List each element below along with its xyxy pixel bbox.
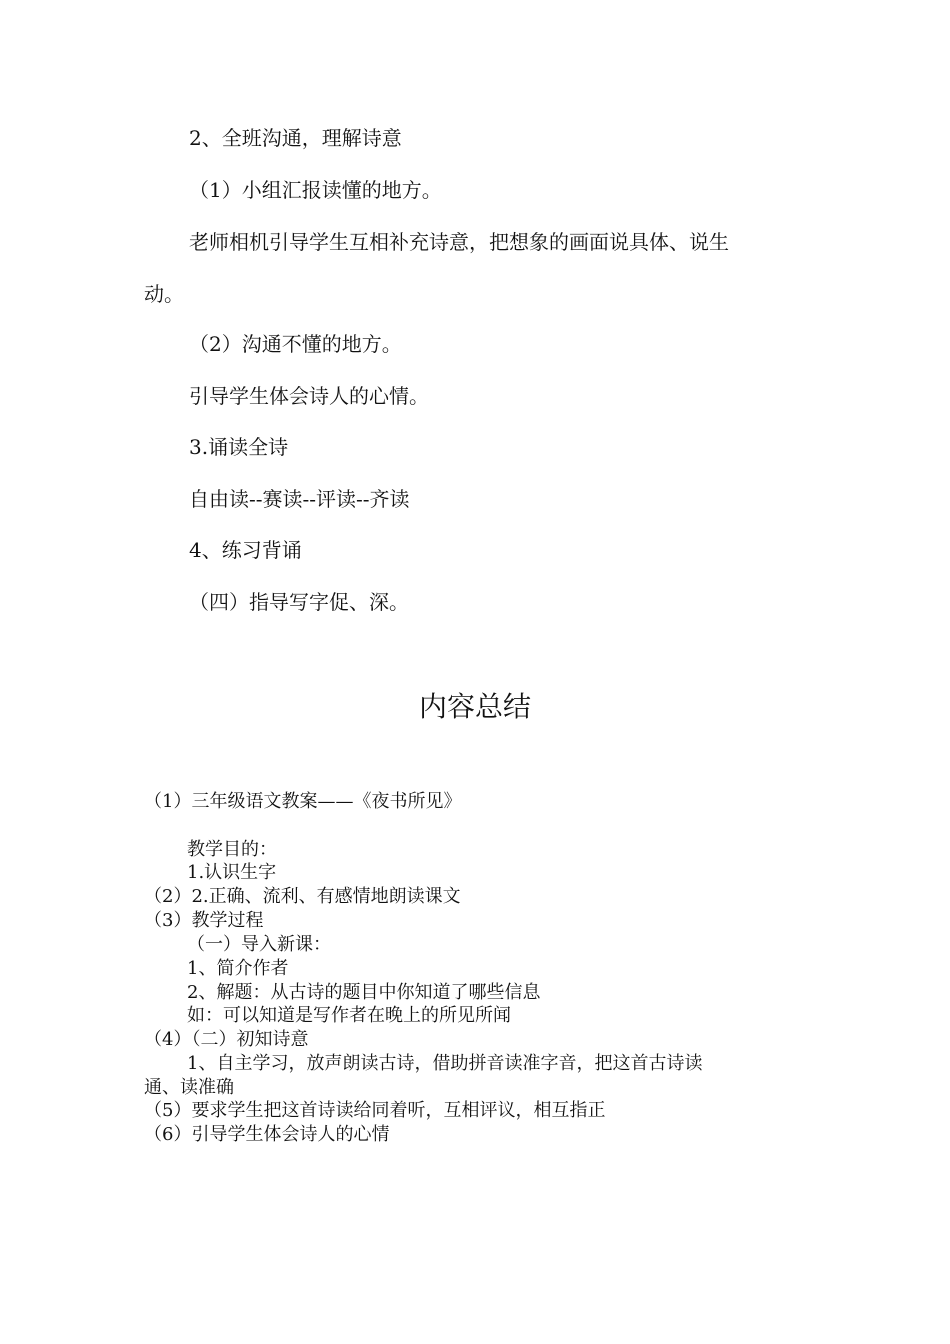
summary-line: 2、解题：从古诗的题目中你知道了哪些信息 xyxy=(187,982,541,1003)
summary-line: （一）导入新课： xyxy=(187,934,331,955)
summary-line: 通、读准确 xyxy=(144,1077,234,1098)
paragraph-poet-feeling: 引导学生体会诗人的心情。 xyxy=(189,384,429,408)
summary-line: （2）2.正确、流利、有感情地朗读课文 xyxy=(144,886,461,907)
paragraph-recite: 3.诵读全诗 xyxy=(189,435,289,459)
paragraph-group-report: （1）小组汇报读懂的地方。 xyxy=(189,178,442,202)
paragraph-discuss: 2、全班沟通，理解诗意 xyxy=(189,126,402,150)
summary-line: （3）教学过程 xyxy=(144,910,264,931)
summary-line: 教学目的： xyxy=(187,839,277,860)
summary-line: 如：可以知道是写作者在晚上的所见所闻 xyxy=(187,1005,511,1026)
summary-title: 内容总结 xyxy=(418,690,531,723)
paragraph-read-modes: 自由读--赛读--评读--齐读 xyxy=(189,487,410,511)
summary-line: （5）要求学生把这首诗读给同着听，互相评议，相互指正 xyxy=(144,1100,606,1121)
summary-line: （1）三年级语文教案——《夜书所见》 xyxy=(144,791,462,812)
paragraph-writing: （四）指导写字促、深。 xyxy=(189,590,409,614)
summary-line: 1、自主学习，放声朗读古诗，借助拼音读准字音，把这首古诗读 xyxy=(187,1053,703,1074)
paragraph-teacher-guide-cont: 动。 xyxy=(144,282,184,306)
summary-line: （6）引导学生体会诗人的心情 xyxy=(144,1124,390,1145)
paragraph-teacher-guide: 老师相机引导学生互相补充诗意，把想象的画面说具体、说生 xyxy=(189,230,729,254)
summary-line: 1.认识生字 xyxy=(187,862,277,883)
summary-line: （4）（二）初知诗意 xyxy=(144,1029,309,1050)
paragraph-not-understood: （2）沟通不懂的地方。 xyxy=(189,332,402,356)
paragraph-memorize: 4、练习背诵 xyxy=(189,538,302,562)
summary-line: 1、简介作者 xyxy=(187,958,289,979)
